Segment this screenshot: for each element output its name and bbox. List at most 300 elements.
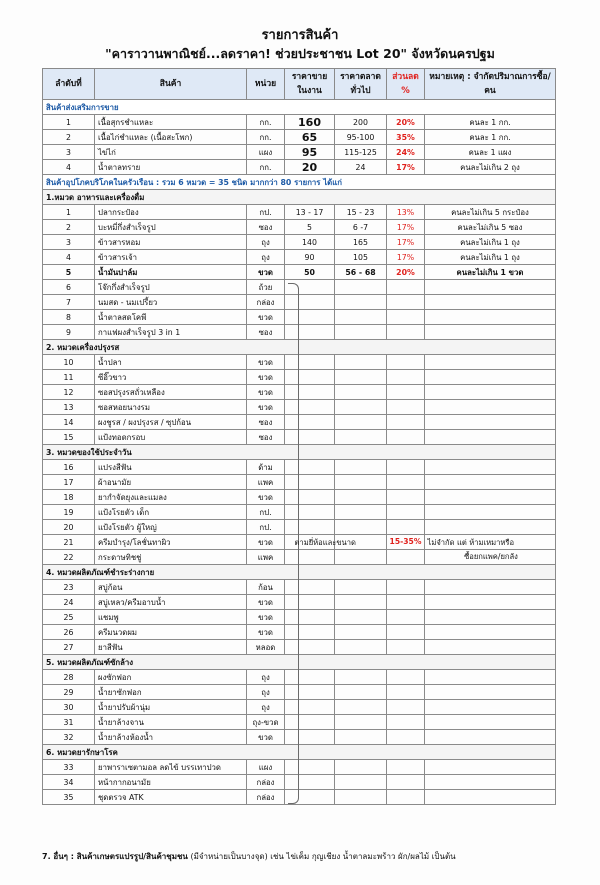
cell-no: 4 [43, 160, 95, 175]
cell-note [425, 715, 556, 730]
category-row [43, 565, 556, 580]
cell-unit: กก. [247, 115, 285, 130]
cell-discount: 24% [387, 145, 425, 160]
cell-product: กาแฟผงสำเร็จรูป 3 in 1 [95, 325, 247, 340]
cell-note [425, 325, 556, 340]
cell-discount [387, 790, 425, 805]
cell-discount [387, 520, 425, 535]
cell-market-price [335, 685, 387, 700]
cell-no: 15 [43, 430, 95, 445]
cell-no: 26 [43, 625, 95, 640]
table-row [43, 505, 556, 520]
cell-no: 35 [43, 790, 95, 805]
cell-product: แปรงสีฟัน [95, 460, 247, 475]
cell-no: 20 [43, 520, 95, 535]
cell-unit: ก้อน [247, 580, 285, 595]
cell-discount [387, 700, 425, 715]
cell-unit: ด้าม [247, 460, 285, 475]
cell-market-price [335, 385, 387, 400]
cell-unit: ซอง [247, 220, 285, 235]
cell-note: คนละไม่เกิน 5 ซอง [425, 220, 556, 235]
table-row [43, 310, 556, 325]
header-note: หมายเหตุ : จำกัดปริมาณการซื้อ/คน [425, 69, 556, 100]
cell-no: 23 [43, 580, 95, 595]
cell-product: กระดาษทิชชู่ [95, 550, 247, 565]
cell-market-price [335, 490, 387, 505]
cell-no: 29 [43, 685, 95, 700]
table-row [43, 715, 556, 730]
brace-note-limit-1: ไม่จำกัด แต่ ห้ามเหมาหรือ [427, 537, 515, 547]
cell-product: ซีอิ๊วขาว [95, 370, 247, 385]
cell-market-price: 95-100 [335, 130, 387, 145]
cell-market-price: 6 -7 [335, 220, 387, 235]
cell-note [425, 610, 556, 625]
header-sale-price: ราคาขาย ในงาน [285, 69, 335, 100]
cell-product: น้ำยาล้างห้องน้ำ [95, 730, 247, 745]
page-subtitle: "คาราวานพาณิชย์...ลดราคา! ช่วยประชาชน Lot 20" จังหวัดนครปฐม [105, 46, 495, 61]
cell-market-price: 15 - 23 [335, 205, 387, 220]
cell-no: 12 [43, 385, 95, 400]
cell-note: คนละ 1 กก. [425, 115, 556, 130]
table-row [43, 265, 556, 280]
cell-product: ชุดตรวจ ATK [95, 790, 247, 805]
cell-note [425, 580, 556, 595]
cell-no: 9 [43, 325, 95, 340]
table-row [43, 475, 556, 490]
table-row [43, 580, 556, 595]
cell-unit: ถุง [247, 685, 285, 700]
cell-product: ผงชูรส / ผงปรุงรส / ซุปก้อน [95, 415, 247, 430]
cell-no: 21 [43, 535, 95, 550]
cell-market-price [335, 580, 387, 595]
table-row [43, 145, 556, 160]
cell-no: 17 [43, 475, 95, 490]
cell-market-price [335, 430, 387, 445]
cell-product: แชมพู [95, 610, 247, 625]
cell-unit: ถุง [247, 250, 285, 265]
category-title: 5. หมวดผลิตภัณฑ์ซักล้าง [43, 655, 556, 670]
cell-product: ปลากระป๋อง [95, 205, 247, 220]
category-row [43, 445, 556, 460]
cell-no: 10 [43, 355, 95, 370]
cell-discount [387, 370, 425, 385]
table-row [43, 130, 556, 145]
table-row [43, 370, 556, 385]
table-row [43, 790, 556, 805]
cell-unit: กก. [247, 130, 285, 145]
cell-product: บะหมี่กึ่งสำเร็จรูป [95, 220, 247, 235]
table-row [43, 385, 556, 400]
cell-no: 1 [43, 115, 95, 130]
header-no: ลำดับที่ [43, 69, 95, 100]
cell-market-price [335, 595, 387, 610]
cell-note [425, 700, 556, 715]
header-discount: ส่วนลด % [387, 69, 425, 100]
table-row [43, 520, 556, 535]
cell-discount [387, 325, 425, 340]
cell-market-price [335, 625, 387, 640]
cell-product: สบู่ก้อน [95, 580, 247, 595]
table-row [43, 160, 556, 175]
cell-discount: 20% [387, 115, 425, 130]
cell-note [425, 595, 556, 610]
table-row [43, 760, 556, 775]
cell-no: 22 [43, 550, 95, 565]
cell-unit: ถุง-ขวด [247, 715, 285, 730]
cell-unit: กก. [247, 160, 285, 175]
cell-market-price [335, 760, 387, 775]
cell-discount [387, 640, 425, 655]
cell-no: 28 [43, 670, 95, 685]
cell-discount [387, 685, 425, 700]
cell-note: คนละไม่เกิน 5 กระป๋อง [425, 205, 556, 220]
table-row [43, 595, 556, 610]
cell-unit: ขวด [247, 730, 285, 745]
cell-note [425, 775, 556, 790]
cell-product: แป้งโรยตัว ผู้ใหญ่ [95, 520, 247, 535]
cell-note [425, 295, 556, 310]
cell-market-price [335, 310, 387, 325]
cell-sale-price: 13 - 17 [285, 205, 335, 220]
cell-note [425, 640, 556, 655]
cell-product: ข้าวสารหอม [95, 235, 247, 250]
cell-no: 33 [43, 760, 95, 775]
cell-note [425, 430, 556, 445]
cell-product: สบู่เหลว/ครีมอาบน้ำ [95, 595, 247, 610]
cell-product: น้ำปลา [95, 355, 247, 370]
cell-sale-price: 160 [285, 115, 335, 130]
table-row [43, 295, 556, 310]
cell-no: 30 [43, 700, 95, 715]
cell-market-price [335, 280, 387, 295]
cell-unit: ขวด [247, 385, 285, 400]
cell-market-price [335, 400, 387, 415]
cell-product: นมสด - นมเปรี้ยว [95, 295, 247, 310]
table-row [43, 610, 556, 625]
consumer-section-title: สินค้าอุปโภคบริโภคในครัวเรือน : รวม 6 หมวด = 35 ชนิด มากกว่า 80 รายการ ได้แก่ [43, 175, 556, 190]
cell-discount [387, 310, 425, 325]
cell-sale-price: 50 [285, 265, 335, 280]
table-row [43, 625, 556, 640]
cell-discount [387, 610, 425, 625]
cell-market-price [335, 370, 387, 385]
footer-note [42, 850, 562, 863]
header-unit: หน่วย [247, 69, 285, 100]
promo-section-title: สินค้าส่งเสริมการขาย [43, 100, 556, 115]
table-row [43, 220, 556, 235]
cell-market-price [335, 610, 387, 625]
table-row [43, 490, 556, 505]
cell-no: 11 [43, 370, 95, 385]
cell-product: เนื้อไก่ชำแหละ (เนื้อสะโพก) [95, 130, 247, 145]
cell-unit: แผง [247, 145, 285, 160]
cell-product: ข้าวสารเจ้า [95, 250, 247, 265]
cell-unit: ขวด [247, 355, 285, 370]
table-row [43, 670, 556, 685]
cell-market-price [335, 325, 387, 340]
cell-unit: ขวด [247, 535, 285, 550]
cell-product: เนื้อสุกรชำแหละ [95, 115, 247, 130]
cell-unit: ขวด [247, 265, 285, 280]
cell-discount [387, 400, 425, 415]
cell-discount [387, 775, 425, 790]
cell-discount [387, 595, 425, 610]
cell-discount [387, 490, 425, 505]
cell-unit: ถุง [247, 235, 285, 250]
header-market-price: ราคาตลาด ทั่วไป [335, 69, 387, 100]
cell-discount [387, 415, 425, 430]
cell-no: 24 [43, 595, 95, 610]
cell-discount [387, 280, 425, 295]
cell-market-price [335, 415, 387, 430]
cell-note [425, 685, 556, 700]
cell-discount [387, 355, 425, 370]
cell-unit: ถุง [247, 700, 285, 715]
cell-note [425, 460, 556, 475]
cell-unit: ขวด [247, 400, 285, 415]
category-title: 1.หมวด อาหารและเครื่องดื่ม [43, 190, 556, 205]
cell-unit: แผง [247, 760, 285, 775]
table-row [43, 250, 556, 265]
cell-market-price [335, 790, 387, 805]
cell-market-price: 24 [335, 160, 387, 175]
table-row [43, 415, 556, 430]
cell-market-price [335, 715, 387, 730]
category-row [43, 340, 556, 355]
cell-market-price [335, 460, 387, 475]
cell-market-price [335, 640, 387, 655]
brace-note-price: ตามยี่ห้อและขนาด [294, 537, 356, 547]
cell-discount [387, 475, 425, 490]
cell-no: 14 [43, 415, 95, 430]
table-row [43, 205, 556, 220]
cell-no: 3 [43, 145, 95, 160]
category-row [43, 655, 556, 670]
cell-unit: กป. [247, 520, 285, 535]
cell-discount: 17% [387, 160, 425, 175]
category-row [43, 190, 556, 205]
cell-discount [387, 460, 425, 475]
cell-product: ยากำจัดยุงและแมลง [95, 490, 247, 505]
cell-no: 19 [43, 505, 95, 520]
cell-discount: 17% [387, 220, 425, 235]
cell-unit: ซอง [247, 325, 285, 340]
cell-unit: แพค [247, 475, 285, 490]
cell-no: 6 [43, 280, 95, 295]
table-header-row [43, 69, 556, 100]
cell-discount [387, 550, 425, 565]
cell-product: น้ำมันปาล์ม [95, 265, 247, 280]
cell-note [425, 760, 556, 775]
cell-no: 27 [43, 640, 95, 655]
cell-no: 1 [43, 205, 95, 220]
cell-note [425, 310, 556, 325]
cell-discount: 17% [387, 250, 425, 265]
cell-note [425, 475, 556, 490]
cell-note [425, 385, 556, 400]
cell-note [425, 490, 556, 505]
cell-market-price [335, 700, 387, 715]
cell-discount [387, 505, 425, 520]
cell-unit: ซอง [247, 415, 285, 430]
cell-product: ซอสปรุงรสถั่วเหลือง [95, 385, 247, 400]
cell-discount: 35% [387, 130, 425, 145]
category-title: 2. หมวดเครื่องปรุงรส [43, 340, 556, 355]
cell-note [425, 415, 556, 430]
cell-discount [387, 625, 425, 640]
cell-market-price: 56 - 68 [335, 265, 387, 280]
table-row [43, 775, 556, 790]
cell-no: 32 [43, 730, 95, 745]
cell-unit: แพค [247, 550, 285, 565]
cell-product: แป้งโรยตัว เด็ก [95, 505, 247, 520]
cell-market-price [335, 505, 387, 520]
cell-discount [387, 295, 425, 310]
cell-discount [387, 385, 425, 400]
cell-note [425, 280, 556, 295]
cell-product: หน้ากากอนามัย [95, 775, 247, 790]
cell-no: 31 [43, 715, 95, 730]
cell-note: คนละ 1 กก. [425, 130, 556, 145]
cell-market-price [335, 520, 387, 535]
product-table [42, 68, 556, 805]
cell-product: ครีมบำรุง/โลชั่นทาผิว [95, 535, 247, 550]
cell-product: ซอสหอยนางรม [95, 400, 247, 415]
cell-market-price: 105 [335, 250, 387, 265]
cell-product: โจ๊กกึ่งสำเร็จรูป [95, 280, 247, 295]
category-title: 3. หมวดของใช้ประจำวัน [43, 445, 556, 460]
cell-discount [387, 715, 425, 730]
cell-unit: หลอด [247, 640, 285, 655]
cell-note [425, 670, 556, 685]
cell-unit: ถุง [247, 670, 285, 685]
table-row [43, 235, 556, 250]
cell-discount [387, 760, 425, 775]
cell-no: 34 [43, 775, 95, 790]
category-row [43, 745, 556, 760]
cell-discount [387, 730, 425, 745]
table-row [43, 280, 556, 295]
cell-product: ครีมนวดผม [95, 625, 247, 640]
cell-note [425, 355, 556, 370]
cell-market-price [335, 775, 387, 790]
cell-discount: 17% [387, 235, 425, 250]
cell-unit: ขวด [247, 595, 285, 610]
cell-sale-price: 95 [285, 145, 335, 160]
cell-product: แป้งทอดกรอบ [95, 430, 247, 445]
cell-no: 2 [43, 220, 95, 235]
cell-product: น้ำยาซักฟอก [95, 685, 247, 700]
cell-sale-price: 65 [285, 130, 335, 145]
section-row [43, 100, 556, 115]
cell-discount [387, 580, 425, 595]
cell-product: ผ้าอนามัย [95, 475, 247, 490]
cell-unit: กล่อง [247, 775, 285, 790]
cell-note [425, 370, 556, 385]
cell-market-price: 165 [335, 235, 387, 250]
cell-sale-price: 90 [285, 250, 335, 265]
cell-no: 2 [43, 130, 95, 145]
cell-note [425, 520, 556, 535]
cell-note [425, 400, 556, 415]
table-row [43, 640, 556, 655]
cell-market-price: 115-125 [335, 145, 387, 160]
table-row [43, 325, 556, 340]
cell-no: 3 [43, 235, 95, 250]
cell-unit: กล่อง [247, 295, 285, 310]
cell-sale-price: 5 [285, 220, 335, 235]
category-title: 4. หมวดผลิตภัณฑ์ชำระร่างกาย [43, 565, 556, 580]
cell-market-price [335, 670, 387, 685]
cell-no: 16 [43, 460, 95, 475]
cell-market-price: 200 [335, 115, 387, 130]
cell-market-price [335, 355, 387, 370]
cell-note [425, 505, 556, 520]
cell-unit: ถ้วย [247, 280, 285, 295]
cell-unit: ขวด [247, 370, 285, 385]
cell-no: 8 [43, 310, 95, 325]
cell-discount [387, 430, 425, 445]
cell-no: 13 [43, 400, 95, 415]
table-row [43, 400, 556, 415]
cell-note: คนละไม่เกิน 1 ถุง [425, 250, 556, 265]
cell-market-price [335, 295, 387, 310]
cell-unit: กป. [247, 205, 285, 220]
cell-product: น้ำยาล้างจาน [95, 715, 247, 730]
table-row [43, 355, 556, 370]
table-body [43, 100, 556, 805]
cell-unit: ขวด [247, 625, 285, 640]
cell-unit: กล่อง [247, 790, 285, 805]
cell-no: 7 [43, 295, 95, 310]
cell-no: 4 [43, 250, 95, 265]
table-row [43, 685, 556, 700]
cell-note: คนละไม่เกิน 1 ขวด [425, 265, 556, 280]
cell-market-price [335, 475, 387, 490]
cell-unit: ขวด [247, 490, 285, 505]
category-title: 6. หมวดยารักษาโรค [43, 745, 556, 760]
brace-note-limit-2: ซื้อยกแพค/ยกลัง [464, 551, 518, 561]
brace-note-discount: 15-35% [389, 536, 422, 546]
cell-unit: กป. [247, 505, 285, 520]
cell-no: 25 [43, 610, 95, 625]
cell-no: 18 [43, 490, 95, 505]
footer-text: (มีจำหน่ายเป็นบางจุด) เช่น ไข่เค็ม กุญเชียง น้ำตาลมะพร้าว ผัก/ผลไม้ เป็นต้น [187, 852, 456, 861]
cell-product: ไข่ไก่ [95, 145, 247, 160]
section-row [43, 175, 556, 190]
table-row [43, 460, 556, 475]
cell-note: คนละไม่เกิน 2 ถุง [425, 160, 556, 175]
cell-note [425, 730, 556, 745]
table-row [43, 115, 556, 130]
footer-bold: 7. อื่นๆ : สินค้าเกษตรแปรรูป/สินค้าชุมชน [42, 852, 188, 861]
cell-discount: 20% [387, 265, 425, 280]
cell-product: น้ำตาลทราย [95, 160, 247, 175]
cell-no: 5 [43, 265, 95, 280]
cell-discount: 13% [387, 205, 425, 220]
cell-discount [387, 670, 425, 685]
cell-note [425, 790, 556, 805]
cell-market-price [335, 730, 387, 745]
page-title: รายการสินค้า [261, 28, 339, 43]
cell-product: ยาพาราเซตามอล ลดไข้ บรรเทาปวด [95, 760, 247, 775]
cell-product: น้ำยาปรับผ้านุ่ม [95, 700, 247, 715]
header-product: สินค้า [95, 69, 247, 100]
cell-sale-price: 20 [285, 160, 335, 175]
cell-unit: ขวด [247, 610, 285, 625]
cell-unit: ซอง [247, 430, 285, 445]
cell-note [425, 625, 556, 640]
